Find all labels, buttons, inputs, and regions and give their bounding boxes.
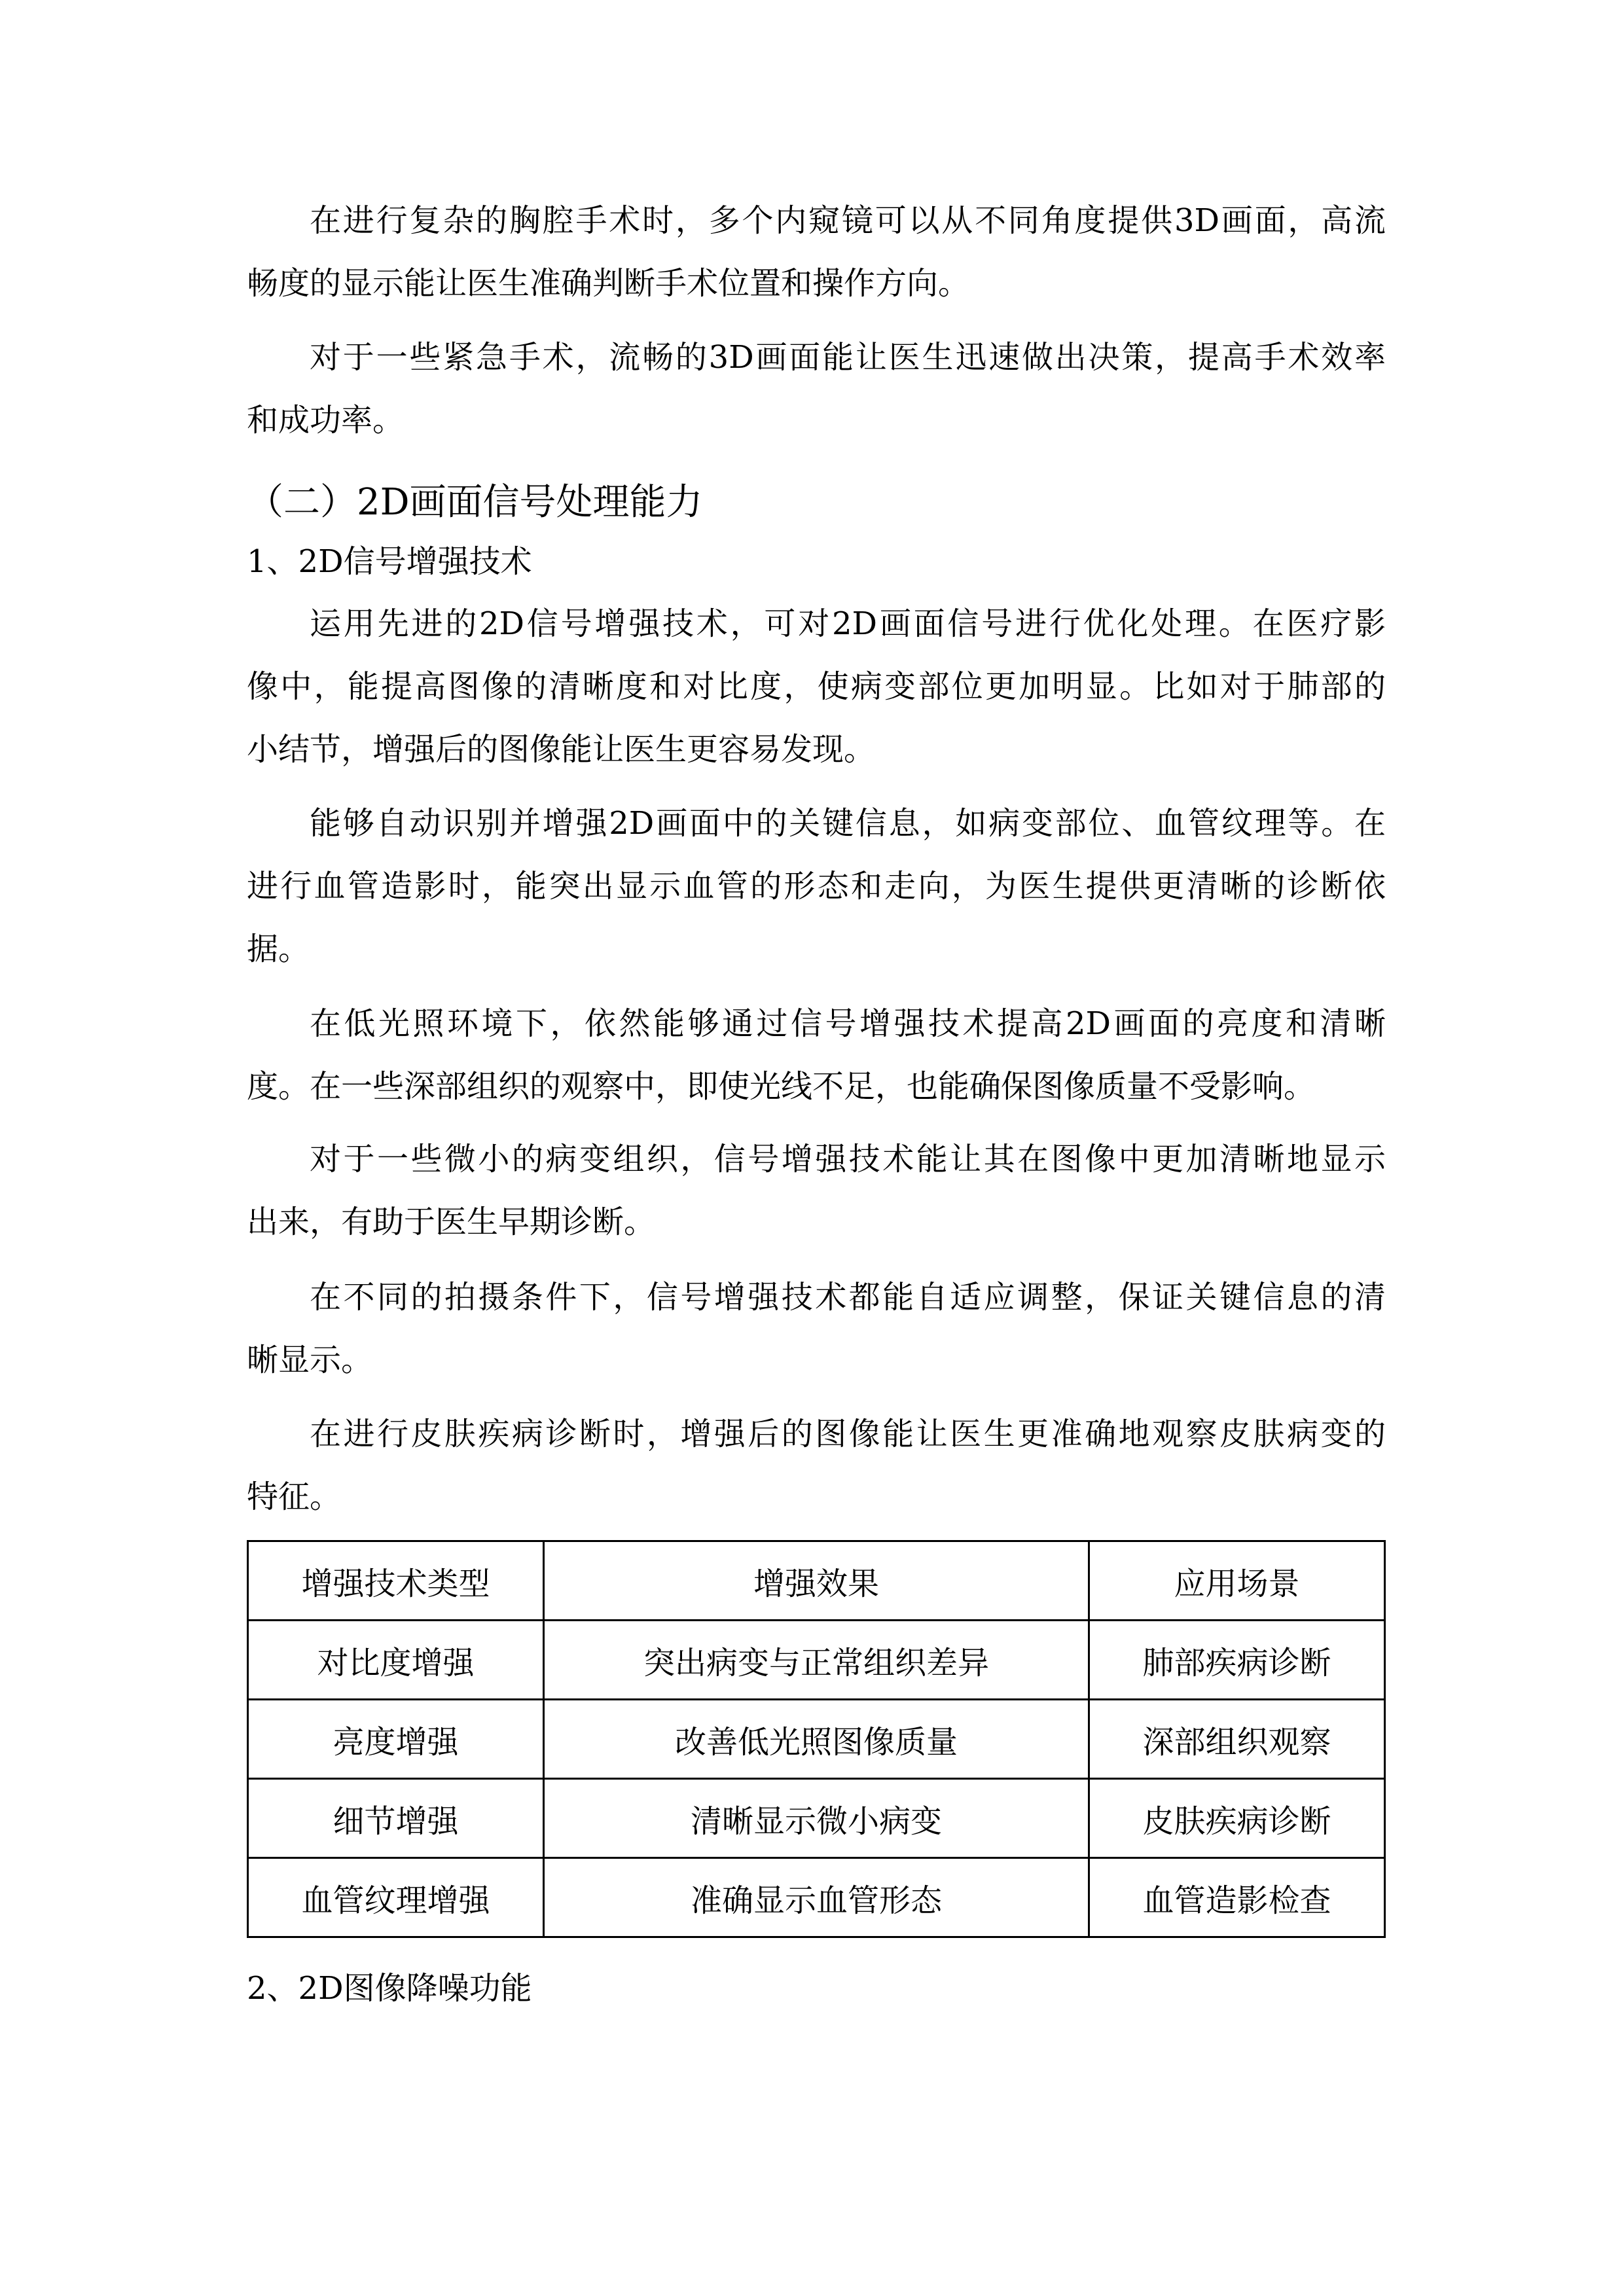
- section-heading-text: （二）2D画面信号处理能力: [247, 481, 703, 524]
- paragraph-7: [247, 1266, 1386, 1391]
- paragraph-4: [247, 792, 1386, 980]
- table-cell: 亮度增强: [248, 1700, 544, 1779]
- table-cell: 细节增强: [248, 1779, 544, 1858]
- paragraph-6: [247, 1128, 1386, 1253]
- table-cell: 改善低光照图像质量: [543, 1700, 1089, 1779]
- paragraph-5: [247, 992, 1386, 1118]
- section-heading: [247, 471, 1386, 534]
- text-line: 能够自动识别并增强2D画面中的关键信息，如病变部位、血管纹理等。在: [310, 805, 1386, 842]
- table-cell: 血管造影检查: [1089, 1858, 1385, 1937]
- text-line: 运用先进的2D信号增强技术，可对2D画面信号进行优化处理。在医疗影: [310, 605, 1386, 642]
- table-row: [248, 1858, 1385, 1937]
- text-line: 进行血管造影时，能突出显示血管的形态和走向，为医生提供更清晰的诊断依: [247, 868, 1386, 905]
- text-line: 像中，能提高图像的清晰度和对比度，使病变部位更加明显。比如对于肺部的: [247, 668, 1386, 705]
- table-cell: 皮肤疾病诊断: [1089, 1779, 1385, 1858]
- text-line: 在不同的拍摄条件下，信号增强技术都能自适应调整，保证关键信息的清: [310, 1279, 1386, 1316]
- subheading-text: 1、2D信号增强技术: [247, 543, 532, 580]
- table-header-cell: 增强技术类型: [248, 1541, 544, 1621]
- text-line: 在低光照环境下，依然能够通过信号增强技术提高2D画面的亮度和清晰: [310, 1005, 1386, 1042]
- text-line: 对于一些微小的病变组织，信号增强技术能让其在图像中更加清晰地显示: [310, 1141, 1386, 1177]
- text-line: 在进行皮肤疾病诊断时，增强后的图像能让医生更准确地观察皮肤病变的: [310, 1416, 1386, 1452]
- table-header-cell: 增强效果: [543, 1541, 1089, 1621]
- paragraph-8: [247, 1403, 1386, 1528]
- text-line: 在进行复杂的胸腔手术时，多个内窥镜可以从不同角度提供3D画面，高流: [310, 202, 1386, 239]
- table-cell: 肺部疾病诊断: [1089, 1621, 1385, 1700]
- table-row: [248, 1779, 1385, 1858]
- table-cell: 对比度增强: [248, 1621, 544, 1700]
- paragraph-2: [247, 326, 1386, 452]
- table-cell: 准确显示血管形态: [543, 1858, 1089, 1937]
- text-line: 小结节，增强后的图像能让医生更容易发现。: [247, 731, 876, 768]
- subheading-2: [247, 1957, 1386, 2020]
- paragraph-3: [247, 592, 1386, 781]
- text-line: 度。在一些深部组织的观察中，即使光线不足，也能确保图像质量不受影响。: [247, 1068, 1316, 1105]
- table-cell: 突出病变与正常组织差异: [543, 1621, 1089, 1700]
- text-line: 和成功率。: [247, 402, 405, 439]
- subheading-text: 2、2D图像降噪功能: [247, 1970, 532, 2007]
- text-line: 畅度的显示能让医生准确判断手术位置和操作方向。: [247, 265, 970, 302]
- text-line: 晰显示。: [247, 1342, 373, 1378]
- table-row: [248, 1621, 1385, 1700]
- table-header-row: [248, 1541, 1385, 1621]
- text-line: 对于一些紧急手术，流畅的3D画面能让医生迅速做出决策，提高手术效率: [310, 339, 1386, 376]
- text-line: 据。: [247, 931, 310, 967]
- table-header-cell: 应用场景: [1089, 1541, 1385, 1621]
- table-cell: 清晰显示微小病变: [543, 1779, 1089, 1858]
- enhancement-table: [247, 1540, 1386, 1938]
- text-line: 特征。: [247, 1479, 342, 1515]
- table-cell: 血管纹理增强: [248, 1858, 544, 1937]
- table-row: [248, 1700, 1385, 1779]
- subheading-1: [247, 530, 1386, 593]
- paragraph-1: [247, 189, 1386, 315]
- table-cell: 深部组织观察: [1089, 1700, 1385, 1779]
- text-line: 出来，有助于医生早期诊断。: [247, 1204, 656, 1240]
